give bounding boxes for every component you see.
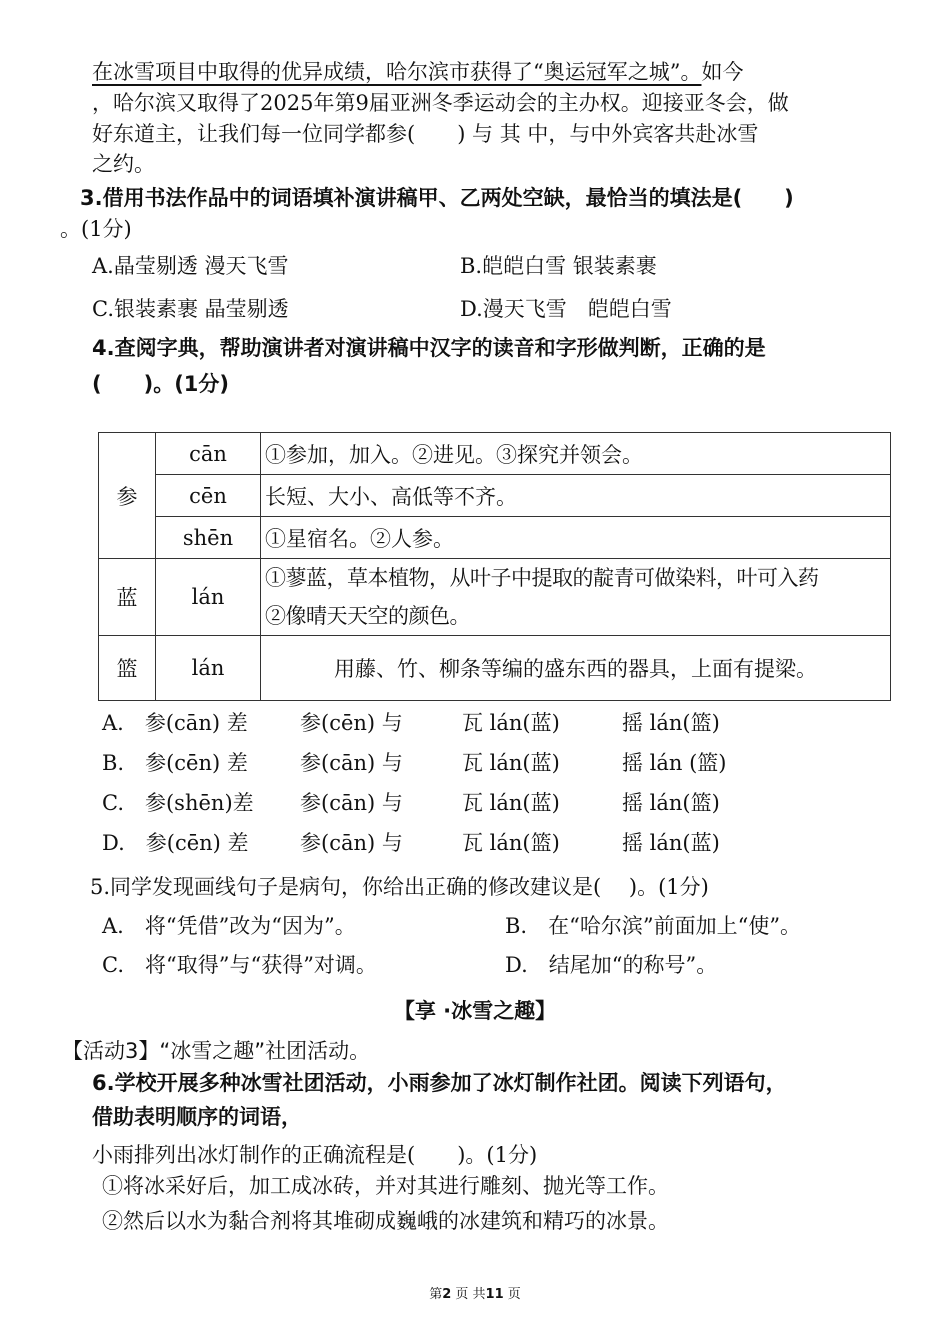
q4-option-b-part: 瓦 lán(蓝)	[462, 751, 560, 775]
q4-option-c-part: C. 参(shēn)差	[102, 791, 254, 815]
meaning-line: ②像晴天天空的颜色。	[265, 604, 470, 628]
table-row	[99, 517, 891, 559]
table-row	[99, 433, 891, 475]
section-title: 【享 ·冰雪之趣】	[393, 999, 557, 1023]
footer-text: 页 共	[455, 1287, 486, 1302]
underlined-sentence: 在冰雪项目中取得的优异成绩，哈尔滨市获得了“奥运冠军之城”。	[92, 60, 702, 84]
q6-stem-3: 小雨排列出冰灯制作的正确流程是( )。(1分)	[92, 1143, 538, 1167]
q3-option-a: A.晶莹剔透 漫天飞雪	[92, 254, 289, 278]
meaning-line: ①蓼蓝，草本植物，从叶子中提取的靛青可做染料，叶可入药	[265, 566, 819, 590]
meaning-cell: ①参加，加入。②进见。③探究并领会。	[261, 433, 891, 475]
passage-line-1	[92, 58, 743, 86]
q5-option-d: D. 结尾加“的称号”。	[505, 953, 718, 977]
passage-line-4: 之约。	[92, 152, 155, 176]
q4-score: ( )。(1分)	[92, 372, 230, 396]
pinyin-cell: cēn	[156, 475, 261, 517]
q4-option-a-part: 摇 lán(篮)	[622, 711, 720, 735]
q4-option-a-part: A. 参(cān) 差	[102, 711, 248, 735]
meaning-cell: ①星宿名。②人参。	[261, 517, 891, 559]
char-cell: 参	[99, 433, 156, 559]
pinyin-cell: cān	[156, 433, 261, 475]
q4-option-b-part: 摇 lán (篮)	[622, 751, 727, 775]
total-pages: 11	[485, 1287, 504, 1302]
q3-option-c: C.银装素裹 晶莹剔透	[92, 297, 289, 321]
footer-text: 页	[507, 1287, 521, 1302]
q4-option-d-part: D. 参(cēn) 差	[102, 831, 249, 855]
q4-option-d-part: 参(cān) 与	[300, 831, 403, 855]
q4-option-b-part: B. 参(cēn) 差	[102, 751, 248, 775]
dictionary-table	[98, 432, 891, 701]
q6-stem-2: 借助表明顺序的词语，	[92, 1105, 302, 1129]
table-row	[99, 475, 891, 517]
pinyin-cell: lán	[156, 636, 261, 701]
meaning-cell: 用藤、竹、柳条等编的盛东西的器具，上面有提梁。	[261, 636, 891, 701]
meaning-cell	[261, 559, 891, 636]
q4-option-c-part: 参(cān) 与	[300, 791, 403, 815]
page-footer	[0, 1283, 950, 1302]
pinyin-cell: lán	[156, 559, 261, 636]
q3-stem: 3.借用书法作品中的词语填补演讲稿甲、乙两处空缺，最恰当的填法是( )	[80, 186, 794, 210]
q4-option-a-part: 瓦 lán(蓝)	[462, 711, 560, 735]
table-row	[99, 636, 891, 701]
char-cell: 蓝	[99, 559, 156, 636]
q3-option-d: D.漫天飞雪 皑皑白雪	[460, 297, 672, 321]
q3-option-b: B.皑皑白雪 银装素裹	[460, 254, 657, 278]
q4-option-b-part: 参(cān) 与	[300, 751, 403, 775]
char-cell: 篮	[99, 636, 156, 701]
pinyin-cell: shēn	[156, 517, 261, 559]
footer-text: 第	[429, 1287, 443, 1302]
q6-stem-1: 6.学校开展多种冰雪社团活动，小雨参加了冰灯制作社团。阅读下列语句，	[92, 1071, 787, 1095]
activity-3-heading: 【活动3】“冰雪之趣”社团活动。	[62, 1039, 371, 1063]
q4-option-d-part: 摇 lán(蓝)	[622, 831, 720, 855]
q4-option-d-part: 瓦 lán(篮)	[462, 831, 560, 855]
q5-option-c: C. 将“取得”与“获得”对调。	[102, 953, 377, 977]
q6-item-1: ①将冰采好后，加工成冰砖，并对其进行雕刻、抛光等工作。	[102, 1174, 669, 1198]
table-row	[99, 559, 891, 636]
passage-text: 如今	[701, 60, 744, 84]
q4-option-c-part: 摇 lán(篮)	[622, 791, 720, 815]
q5-option-a: A. 将“凭借”改为“因为”。	[102, 914, 356, 938]
q4-stem: 4.查阅字典，帮助演讲者对演讲稿中汉字的读音和字形做判断，正确的是	[92, 336, 766, 360]
q4-option-c-part: 瓦 lán(蓝)	[462, 791, 560, 815]
q6-item-2: ②然后以水为黏合剂将其堆砌成巍峨的冰建筑和精巧的冰景。	[102, 1209, 669, 1233]
q3-score: 。(1分)	[60, 217, 132, 241]
meaning-cell: 长短、大小、高低等不齐。	[261, 475, 891, 517]
q5-stem: 5.同学发现画线句子是病句，你给出正确的修改建议是( )。(1分)	[90, 875, 709, 899]
q4-option-a-part: 参(cēn) 与	[300, 711, 403, 735]
q5-option-b: B. 在“哈尔滨”前面加上“使”。	[505, 914, 802, 938]
passage-line-2: ，哈尔滨又取得了2025年第9届亚洲冬季运动会的主办权。迎接亚冬会，做	[92, 91, 789, 115]
page-number: 2	[442, 1287, 452, 1302]
passage-line-3: 好东道主，让我们每一位同学都参( ) 与 其 中，与中外宾客共赴冰雪	[92, 122, 759, 146]
